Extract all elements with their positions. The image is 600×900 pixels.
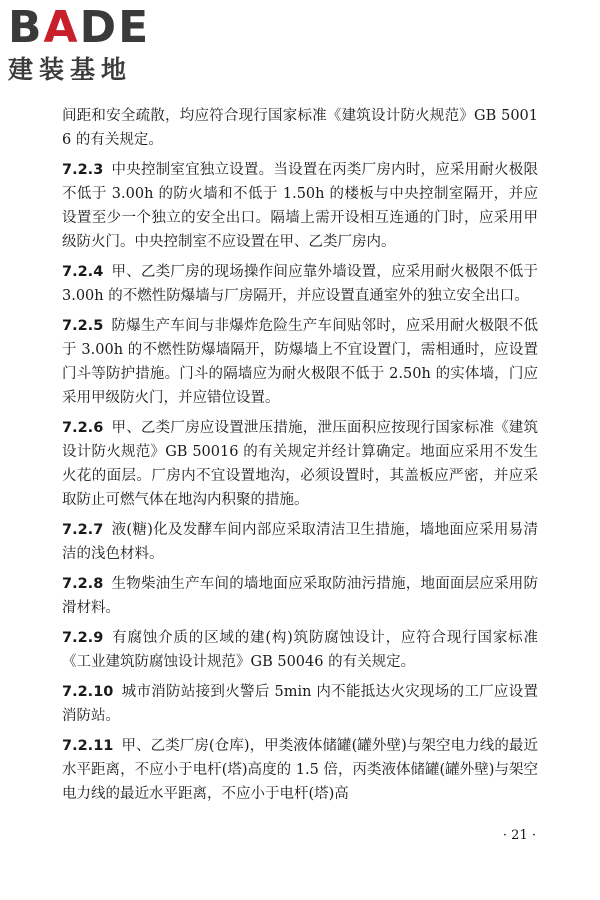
paragraph-text: 间距和安全疏散，均应符合现行国家标准《建筑设计防火规范》GB 50016 的有关规定。 <box>62 108 538 148</box>
clause-number: 7.2.7 <box>62 522 104 538</box>
bade-logo <box>8 2 178 86</box>
logo-subtitle: 建装基地 <box>8 55 133 84</box>
paragraph-continued <box>62 104 538 152</box>
logo-letters-left: B <box>8 2 44 53</box>
clause-7-2-6 <box>62 416 538 512</box>
logo-letter-accent: A <box>43 2 80 53</box>
clause-text: 生物柴油生产车间的墙地面应采取防油污措施，地面面层应采用防滑材料。 <box>62 576 538 616</box>
clause-7-2-4 <box>62 260 538 308</box>
clause-text: 有腐蚀介质的区域的建(构)筑防腐蚀设计，应符合现行国家标准《工业建筑防腐蚀设计规范》GB 50046 的有关规定。 <box>62 630 538 670</box>
clause-text: 中央控制室宜独立设置。当设置在丙类厂房内时，应采用耐火极限不低于 3.00h 的防火墙和不低于 1.50h 的楼板与中央控制室隔开，并应设置至少一个独立的安全出口。隔墙上需开设相互连通的门时，应采用甲级防火门。中央控制室不应设置在甲、乙类厂房内。 <box>62 162 538 250</box>
clause-text: 甲、乙类厂房的现场操作间应靠外墙设置，应采用耐火极限不低于 3.00h 的不燃性防爆墙与厂房隔开，并应设置直通室外的独立安全出口。 <box>62 264 538 304</box>
logo-letters-right: DE <box>79 2 151 53</box>
clause-number: 7.2.8 <box>62 576 104 592</box>
clause-number: 7.2.6 <box>62 420 104 436</box>
clause-7-2-8 <box>62 572 538 620</box>
clause-text: 防爆生产车间与非爆炸危险生产车间贴邻时，应采用耐火极限不低于 3.00h 的不燃性防爆墙隔开，防爆墙上不宜设置门，需相通时，应设置门斗等防护措施。门斗的隔墙应为耐火极限不低于 2.50h 的实体墙，门应采用甲级防火门，并应错位设置。 <box>62 318 538 406</box>
clause-7-2-7 <box>62 518 538 566</box>
clause-number: 7.2.11 <box>62 738 114 754</box>
clause-7-2-5 <box>62 314 538 410</box>
clause-number: 7.2.9 <box>62 630 104 646</box>
clause-7-2-11 <box>62 734 538 806</box>
document-body <box>62 104 538 812</box>
clause-text: 甲、乙类厂房(仓库)，甲类液体储罐(罐外壁)与架空电力线的最近水平距离，不应小于电杆(塔)高度的 1.5 倍，丙类液体储罐(罐外壁)与架空电力线的最近水平距离，不应小于电杆(塔)高 <box>62 738 538 802</box>
clause-number: 7.2.4 <box>62 264 104 280</box>
page-number: · 21 · <box>502 828 536 843</box>
logo-wordmark <box>8 2 178 53</box>
clause-7-2-3 <box>62 158 538 254</box>
clause-text: 城市消防站接到火警后 5min 内不能抵达火灾现场的工厂应设置消防站。 <box>62 684 538 724</box>
clause-text: 液(糖)化及发酵车间内部应采取清洁卫生措施，墙地面应采用易清洁的浅色材料。 <box>62 522 538 562</box>
clause-text: 甲、乙类厂房应设置泄压措施，泄压面积应按现行国家标准《建筑设计防火规范》GB 50016 的有关规定并经计算确定。地面应采用不发生火花的面层。厂房内不宜设置地沟，必须设置时，其盖板应严密，并应采取防止可燃气体在地沟内积聚的措施。 <box>62 420 538 508</box>
clause-number: 7.2.10 <box>62 684 114 700</box>
clause-number: 7.2.5 <box>62 318 104 334</box>
clause-7-2-10 <box>62 680 538 728</box>
clause-number: 7.2.3 <box>62 162 104 178</box>
clause-7-2-9 <box>62 626 538 674</box>
